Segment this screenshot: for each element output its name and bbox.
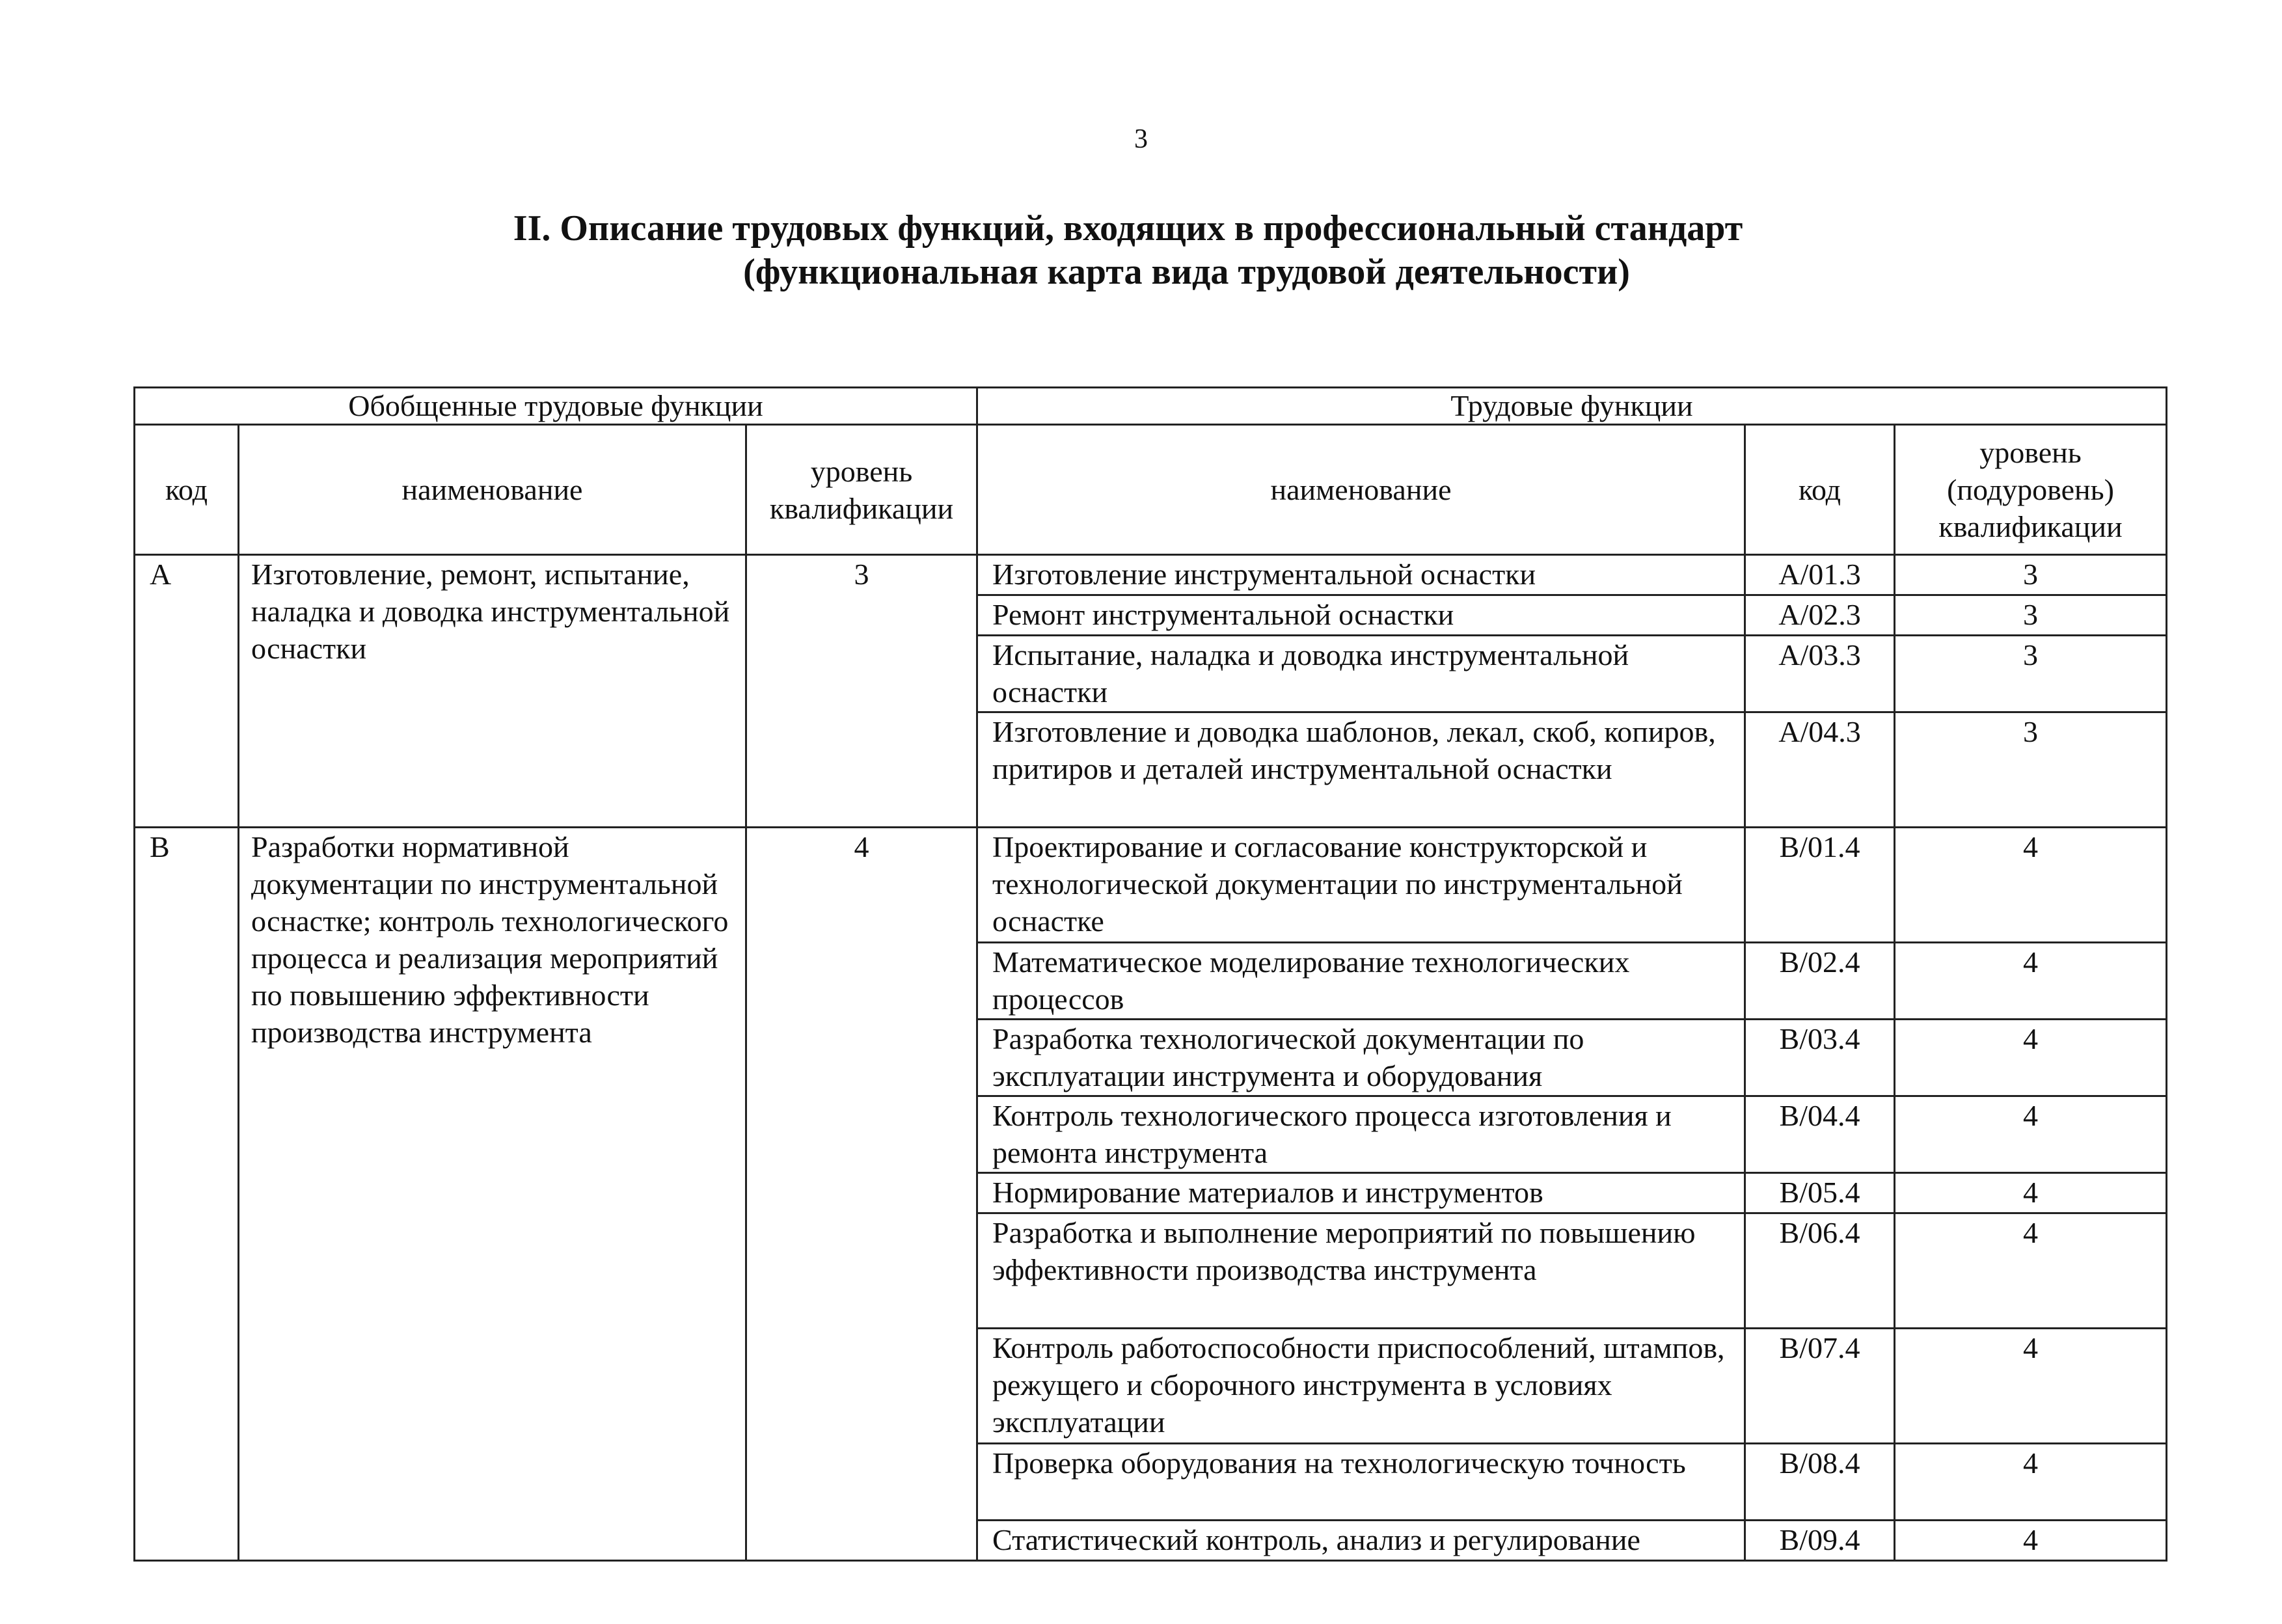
labor-function-level: 4	[1895, 1521, 2167, 1561]
col-gen-code: код	[135, 425, 239, 555]
labor-functions-header: Трудовые функции	[977, 388, 2167, 425]
labor-function-code: A/01.3	[1745, 555, 1895, 595]
labor-function-name: Испытание, наладка и доводка инструментальной оснастки	[977, 636, 1745, 712]
labor-function-code: B/02.4	[1745, 943, 1895, 1020]
labor-function-name: Проектирование и согласование конструкторской и технологической документации по инструментальной оснастке	[977, 828, 1745, 943]
labor-function-level: 3	[1895, 712, 2167, 828]
labor-function-code: B/06.4	[1745, 1213, 1895, 1329]
group-header-row	[135, 388, 2167, 425]
labor-function-code: B/09.4	[1745, 1521, 1895, 1561]
labor-function-name: Нормирование материалов и инструментов	[977, 1173, 1745, 1213]
col-tf-name: наименование	[977, 425, 1745, 555]
labor-function-level: 4	[1895, 1173, 2167, 1213]
labor-function-level: 4	[1895, 1444, 2167, 1521]
col-tf-level: уровень (подуровень) квалификации	[1895, 425, 2167, 555]
column-header-row	[135, 425, 2167, 555]
labor-function-name: Разработка технологической документации по эксплуатации инструмента и оборудования	[977, 1020, 1745, 1096]
labor-function-name: Контроль работоспособности приспособлений, штампов, режущего и сборочного инструмента в условиях эксплуатации	[977, 1329, 1745, 1444]
labor-function-name: Контроль технологического процесса изготовления и ремонта инструмента	[977, 1096, 1745, 1173]
labor-function-code: A/04.3	[1745, 712, 1895, 828]
gen-function-code: A	[135, 555, 239, 828]
gen-function-name: Разработки нормативной документации по инструментальной оснастке; контроль технологического процесса и реализация мероприятий по повышению эффективности производства инструмента	[239, 828, 746, 1561]
labor-function-level: 4	[1895, 1096, 2167, 1173]
page-number: 3	[1134, 124, 1148, 154]
labor-function-code: A/03.3	[1745, 636, 1895, 712]
labor-function-code: B/04.4	[1745, 1096, 1895, 1173]
gen-function-name: Изготовление, ремонт, испытание, наладка и доводка инструментальной оснастки	[239, 555, 746, 828]
table-row	[135, 555, 2167, 595]
labor-function-level: 4	[1895, 1213, 2167, 1329]
labor-function-name: Изготовление инструментальной оснастки	[977, 555, 1745, 595]
labor-function-level: 3	[1895, 595, 2167, 636]
generalized-functions-header: Обобщенные трудовые функции	[135, 388, 977, 425]
section-title	[0, 207, 2282, 294]
labor-function-name: Ремонт инструментальной оснастки	[977, 595, 1745, 636]
col-tf-code: код	[1745, 425, 1895, 555]
labor-function-code: B/07.4	[1745, 1329, 1895, 1444]
gen-function-code: B	[135, 828, 239, 1561]
labor-function-level: 4	[1895, 828, 2167, 943]
table-row	[135, 828, 2167, 943]
functional-map-table	[133, 386, 2167, 1562]
labor-function-name: Разработка и выполнение мероприятий по повышению эффективности производства инструмента	[977, 1213, 1745, 1329]
col-gen-name: наименование	[239, 425, 746, 555]
labor-function-name: Математическое моделирование технологических процессов	[977, 943, 1745, 1020]
labor-function-name: Проверка оборудования на технологическую точность	[977, 1444, 1745, 1521]
col-gen-level: уровень квалификации	[746, 425, 977, 555]
labor-function-level: 4	[1895, 1329, 2167, 1444]
labor-function-code: A/02.3	[1745, 595, 1895, 636]
labor-function-name: Статистический контроль, анализ и регулирование	[977, 1521, 1745, 1561]
labor-function-code: B/05.4	[1745, 1173, 1895, 1213]
labor-function-level: 4	[1895, 943, 2167, 1020]
labor-function-code: B/03.4	[1745, 1020, 1895, 1096]
gen-function-level: 4	[746, 828, 977, 1561]
section-title-line2: (функциональная карта вида трудовой деятельности)	[743, 252, 1630, 292]
labor-function-code: B/01.4	[1745, 828, 1895, 943]
section-title-line1: II. Описание трудовых функций, входящих в профессиональный стандарт	[513, 208, 1743, 249]
labor-function-level: 4	[1895, 1020, 2167, 1096]
labor-function-level: 3	[1895, 636, 2167, 712]
gen-function-level: 3	[746, 555, 977, 828]
labor-function-name: Изготовление и доводка шаблонов, лекал, скоб, копиров, притиров и деталей инструментальной оснастки	[977, 712, 1745, 828]
labor-function-level: 3	[1895, 555, 2167, 595]
labor-function-code: B/08.4	[1745, 1444, 1895, 1521]
